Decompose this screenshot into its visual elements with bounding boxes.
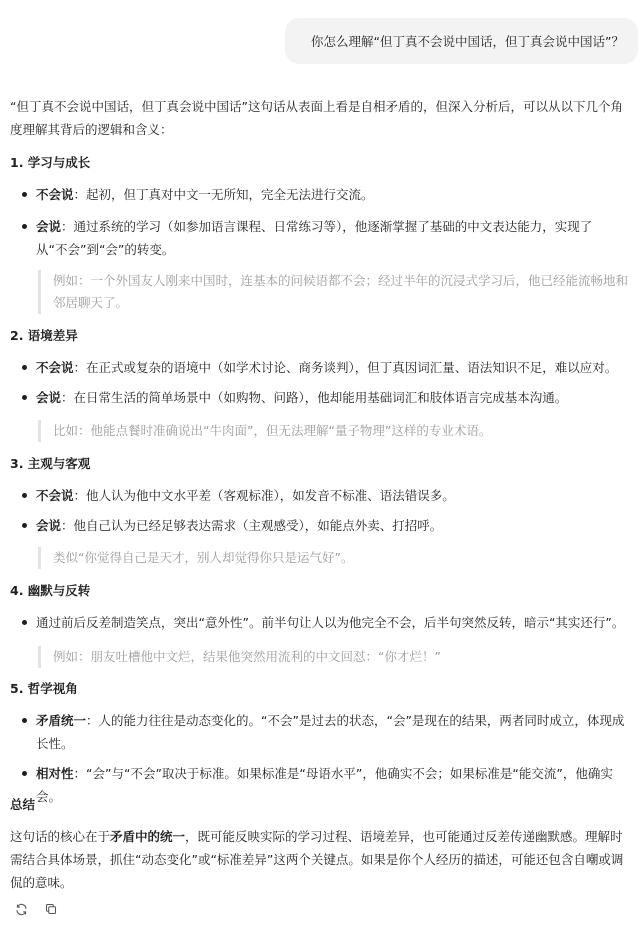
example-quote — [38, 270, 630, 314]
bullet-dot — [22, 192, 27, 197]
section-heading: 4. 幽默与反转 — [10, 583, 91, 598]
quote-line: 例如：一个外国友人刚来中国时，连基本的问候语都不会；经过半年的沉浸式学习后，他已经能流畅地和 — [53, 273, 629, 288]
bullet-dot — [22, 718, 27, 723]
bullet-text: ：起初，但丁真对中文一无所知，完全无法进行交流。 — [73, 187, 374, 202]
bullet-term: 会说 — [36, 219, 62, 234]
bullet-item — [36, 356, 630, 379]
bullet-term: 不会说 — [36, 187, 74, 202]
section-heading: 2. 语境差异 — [10, 328, 78, 343]
bullet-item — [36, 484, 630, 507]
intro-paragraph — [10, 95, 630, 141]
bullet-dot — [22, 523, 27, 528]
message-actions — [14, 902, 58, 916]
bullet-item — [36, 514, 630, 537]
summary-bold-text: 矛盾中的统一 — [110, 829, 186, 844]
summary-line: 需结合具体场景，抓住“动态变化”或“标准差异”这两个关键点。如果是你个人经历的描述，可能还包含自嘲或调 — [10, 852, 624, 867]
section-heading: 1. 学习与成长 — [10, 155, 91, 170]
bullet-text: ：在正式或复杂的语境中（如学术讨论、商务谈判），但丁真因词汇量、语法知识不足，难以应对。 — [73, 360, 618, 375]
bullet-text: ：他人认为他中文水平差（客观标准），如发音不标准、语法错误多。 — [73, 488, 455, 503]
bullet-text: 通过前后反差制造笑点，突出“意外性”。前半句让人以为他完全不会，后半句突然反转，暗示“其实还行”。 — [36, 615, 625, 630]
section-heading: 5. 哲学视角 — [10, 681, 78, 696]
bullet-dot — [22, 224, 27, 229]
copy-icon[interactable] — [44, 902, 58, 916]
bullet-item — [36, 762, 630, 808]
section-heading: 3. 主观与客观 — [10, 456, 91, 471]
bullet-term: 会说 — [36, 518, 62, 533]
example-quote — [38, 547, 630, 569]
bullet-item — [36, 183, 630, 206]
bullet-item — [36, 215, 630, 261]
bullet-dot — [22, 771, 27, 776]
bullet-item — [36, 709, 630, 755]
bullet-text: ：通过系统的学习（如参加语言课程、日常练习等），他逐渐掌握了基础的中文表达能力，实现了 — [61, 219, 593, 234]
bullet-text: ：他自己认为已经足够表达需求（主观感受），如能点外卖、打招呼。 — [61, 518, 443, 533]
bullet-dot — [22, 365, 27, 370]
example-quote — [38, 646, 630, 668]
example-quote — [38, 420, 630, 442]
bullet-item — [36, 611, 630, 634]
bullet-text: 从“不会”到“会”的转变。 — [36, 242, 175, 257]
bullet-text: 长性。 — [36, 736, 74, 751]
bullet-text: ：人的能力往往是动态变化的。“不会”是过去的状态，“会”是现在的结果，两者同时成立，体现成 — [86, 713, 625, 728]
summary-text: ，既可能反映实际的学习过程、语境差异，也可能通过反差传递幽默感。理解时 — [185, 829, 623, 844]
user-message-text: 你怎么理解“但丁真不会说中国话，但丁真会说中国话”？ — [311, 34, 624, 49]
quote-line: 比如：他能点餐时准确说出“牛肉面”，但无法理解“量子物理”这样的专业术语。 — [53, 423, 492, 438]
summary-line: 侃的意味。 — [10, 875, 73, 890]
bullet-term: 矛盾统一 — [36, 713, 87, 728]
summary-text: 这句话的核心在于 — [10, 829, 111, 844]
user-message-bubble — [285, 18, 638, 64]
refresh-icon[interactable] — [14, 902, 28, 916]
bullet-dot — [22, 620, 27, 625]
summary-heading: 总结 — [10, 797, 36, 812]
bullet-text: ：在日常生活的简单场景中（如购物、问路），他却能用基础词汇和肢体语言完成基本沟通。 — [61, 390, 568, 405]
bullet-item — [36, 386, 630, 409]
bullet-term: 不会说 — [36, 488, 74, 503]
bullet-term: 不会说 — [36, 360, 74, 375]
bullet-term: 相对性 — [36, 766, 74, 781]
intro-line: 度理解其背后的逻辑和含义： — [10, 122, 173, 137]
bullet-dot — [22, 493, 27, 498]
bullet-text: ：“会”与“不会”取决于标准。如果标准是“母语水平”，他确实不会；如果标准是“能交流”，他确实会。 — [36, 766, 613, 804]
summary-line — [10, 825, 630, 848]
bullet-term: 会说 — [36, 390, 62, 405]
quote-line: 例如：朋友吐槽他中文烂，结果他突然用流利的中文回怼：“你才烂！” — [53, 649, 441, 664]
quote-line: 类似“你觉得自己是天才，别人却觉得你只是运气好”。 — [53, 550, 354, 565]
intro-line: “但丁真不会说中国话，但丁真会说中国话”这句话从表面上看是自相矛盾的，但深入分析后，可以从以下几个角 — [10, 99, 623, 114]
summary-paragraph — [10, 825, 630, 894]
bullet-dot — [22, 395, 27, 400]
quote-line: 邻居聊天了。 — [53, 295, 129, 310]
